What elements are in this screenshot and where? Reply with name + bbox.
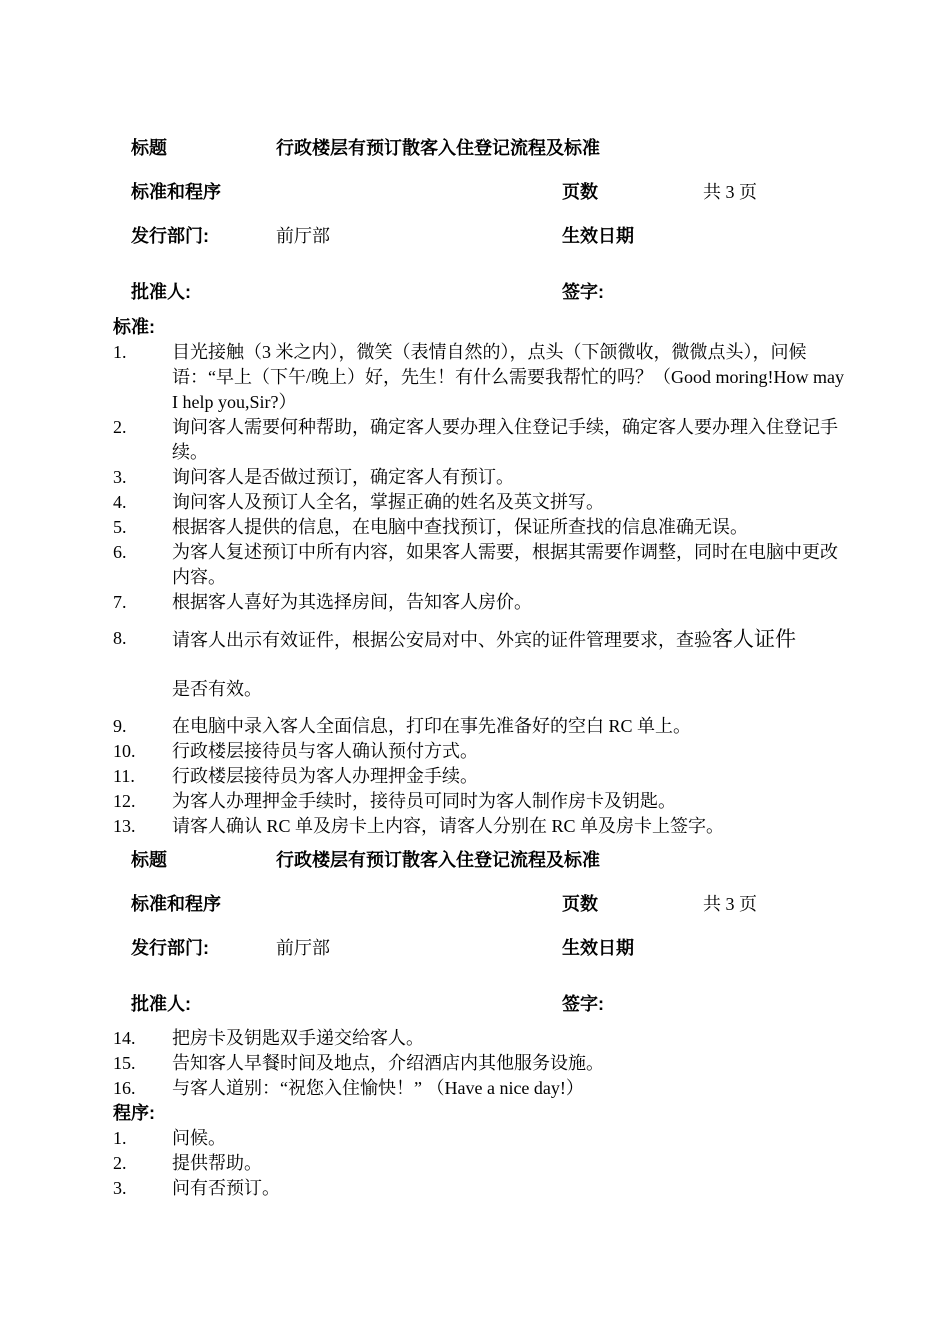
item-text: 目光接触（3 米之内），微笑（表情自然的），点头（下颌微收，微微点头），问候语：“早上（下午/晚上）好，先生！有什么需要我帮忙的吗？（Good moring!How may I help you,Sir?）: [172, 342, 844, 412]
item-text: 为客人办理押金手续时，接待员可同时为客人制作房卡及钥匙。: [172, 791, 676, 811]
procedure-list: [113, 1126, 853, 1201]
list-item: [113, 415, 853, 465]
sign-label: 签字:: [562, 282, 604, 302]
sign-label: 签字:: [562, 994, 604, 1014]
list-item: [113, 1126, 853, 1151]
item-text: 告知客人早餐时间及地点，介绍酒店内其他服务设施。: [172, 1053, 604, 1073]
date-label: 生效日期: [562, 226, 634, 246]
list-item: [113, 515, 853, 540]
item-number: 1.: [113, 1128, 127, 1148]
item-text-part: 请客人出示有效证件，根据公安局对中、外宾的证件管理要求，查验: [172, 630, 712, 650]
item-text: 与客人道别：“祝您入住愉快！” （Have a nice day!）: [172, 1078, 584, 1098]
pages-value: 共 3 页: [703, 894, 757, 914]
item-number: 2.: [113, 1153, 127, 1173]
standards-list-continued: [113, 1026, 853, 1101]
procedure-heading: 程序:: [113, 1103, 155, 1123]
item-text-emphasis: 客人证件: [712, 627, 796, 651]
title-label: 标题: [131, 850, 167, 870]
item-number: 14.: [113, 1028, 136, 1048]
dept-value: 前厅部: [276, 938, 330, 958]
list-item: [113, 1051, 853, 1076]
pages-label: 页数: [562, 182, 598, 202]
list-item: [113, 340, 853, 415]
item-number: 8.: [113, 628, 127, 648]
item-text: 问候。: [172, 1128, 226, 1148]
header-dept-row: [0, 222, 950, 250]
list-item: [113, 626, 853, 703]
item-text: 问有否预订。: [172, 1178, 280, 1198]
item-number: 3.: [113, 467, 127, 487]
list-item: [113, 465, 853, 490]
header-std-row: [0, 178, 950, 206]
list-item: [113, 764, 853, 789]
title-label: 标题: [131, 138, 167, 158]
item-text: 询问客人及预订人全名，掌握正确的姓名及英文拼写。: [172, 492, 604, 512]
item-text: 把房卡及钥匙双手递交给客人。: [172, 1028, 424, 1048]
dept-label: 发行部门:: [131, 938, 209, 958]
item-number: 13.: [113, 816, 136, 836]
list-item: [113, 1151, 853, 1176]
item-number: 10.: [113, 741, 136, 761]
list-item: [113, 789, 853, 814]
title-value: 行政楼层有预订散客入住登记流程及标准: [276, 850, 600, 870]
item-text: 询问客人是否做过预订，确定客人有预订。: [172, 467, 514, 487]
item-number: 5.: [113, 517, 127, 537]
list-item: [113, 1026, 853, 1051]
list-item: [113, 590, 853, 615]
item-number: 3.: [113, 1178, 127, 1198]
std-label: 标准和程序: [131, 182, 221, 202]
list-item: [113, 1176, 853, 1201]
item-text: 行政楼层接待员为客人办理押金手续。: [172, 766, 478, 786]
item-text: 在电脑中录入客人全面信息，打印在事先准备好的空白 RC 单上。: [172, 716, 692, 736]
dept-label: 发行部门:: [131, 226, 209, 246]
item-number: 6.: [113, 542, 127, 562]
header-std-row: [0, 890, 950, 918]
item-number: 9.: [113, 716, 127, 736]
approver-label: 批准人:: [131, 282, 191, 302]
list-item: [113, 490, 853, 515]
header-approver-row: [0, 990, 950, 1018]
item-text: 根据客人提供的信息，在电脑中查找预订，保证所查找的信息准确无误。: [172, 517, 748, 537]
list-item: [113, 1076, 853, 1101]
item-number: 12.: [113, 791, 136, 811]
item-text: [172, 626, 853, 654]
dept-value: 前厅部: [276, 226, 330, 246]
std-label: 标准和程序: [131, 894, 221, 914]
list-item: [113, 540, 853, 590]
header-title-row: [0, 846, 950, 874]
approver-label: 批准人:: [131, 994, 191, 1014]
item-number: 4.: [113, 492, 127, 512]
list-item: [113, 814, 853, 839]
header-approver-row: [0, 278, 950, 306]
list-item: [113, 714, 853, 739]
header-title-row: [0, 134, 950, 162]
item-text-continued: 是否有效。: [172, 679, 262, 699]
item-text: 根据客人喜好为其选择房间，告知客人房价。: [172, 592, 532, 612]
item-number: 15.: [113, 1053, 136, 1073]
item-text: 为客人复述预订中所有内容，如果客人需要，根据其需要作调整，同时在电脑中更改内容。: [172, 542, 838, 587]
item-text: 请客人确认 RC 单及房卡上内容，请客人分别在 RC 单及房卡上签字。: [172, 816, 725, 836]
pages-value: 共 3 页: [703, 182, 757, 202]
item-text: 询问客人需要何种帮助，确定客人要办理入住登记手续，确定客人要办理入住登记手续。: [172, 417, 838, 462]
date-label: 生效日期: [562, 938, 634, 958]
item-number: 16.: [113, 1078, 136, 1098]
item-number: 7.: [113, 592, 127, 612]
item-number: 2.: [113, 417, 127, 437]
item-text: 提供帮助。: [172, 1153, 262, 1173]
item-number: 1.: [113, 342, 127, 362]
pages-label: 页数: [562, 894, 598, 914]
header-dept-row: [0, 934, 950, 962]
standards-list: [113, 340, 853, 839]
standards-heading: 标准:: [113, 317, 155, 337]
item-number: 11.: [113, 766, 135, 786]
list-item: [113, 739, 853, 764]
item-text: 行政楼层接待员与客人确认预付方式。: [172, 741, 478, 761]
title-value: 行政楼层有预订散客入住登记流程及标准: [276, 138, 600, 158]
